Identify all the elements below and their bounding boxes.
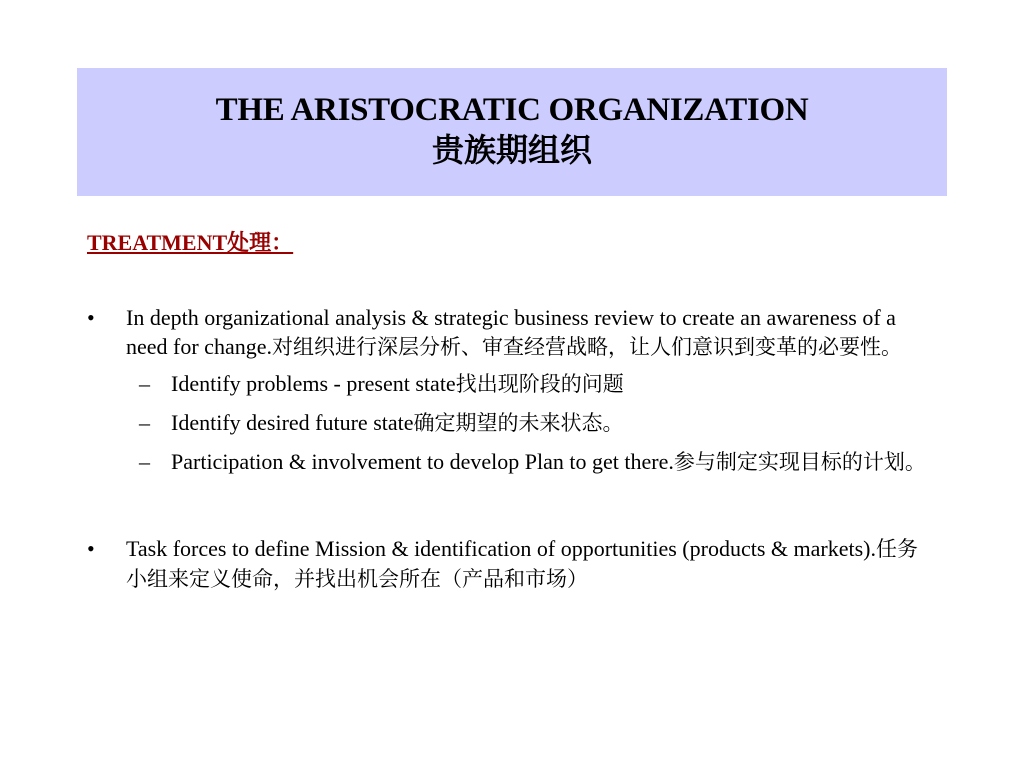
sub-bullet-item (87, 447, 937, 477)
sub-bullet-text-en: Identify problems - present state (171, 371, 456, 396)
sub-bullet-text-en: Participation & involvement to develop Plan to get there. (171, 449, 674, 474)
bullet-text-en: Task forces to define Mission & identification of opportunities (products & markets). (126, 536, 876, 561)
spacer (87, 486, 937, 534)
bullet-marker: • (87, 305, 95, 330)
bullet-text-en: In depth organizational analysis & strategic business review to create an awareness of a need for change. (126, 305, 896, 359)
dash-marker: – (139, 449, 150, 474)
title-english: THE ARISTOCRATIC ORGANIZATION (215, 92, 809, 128)
title-chinese: 贵族期组织 (431, 131, 592, 169)
title-banner (77, 68, 947, 196)
sub-bullet-list (87, 369, 937, 477)
bullet-text-cn: 对组织进行深层分析、审查经营战略，让人们意识到变革的必要性。 (271, 335, 902, 359)
sub-bullet-text-cn: 参与制定实现目标的计划。 (673, 450, 926, 474)
dash-marker: – (139, 410, 150, 435)
bullet-marker: • (87, 536, 95, 561)
sub-bullet-item (87, 369, 937, 399)
bullet-list (87, 303, 937, 594)
bullet-item (87, 534, 937, 594)
sub-bullet-item (87, 408, 937, 438)
treatment-heading: TREATMENT处理： (87, 230, 294, 255)
dash-marker: – (139, 371, 150, 396)
sub-bullet-text-cn: 找出现阶段的问题 (455, 372, 624, 396)
bullet-item (87, 303, 937, 362)
bullet-text-cn: 任务小组来定义使命，并找出机会所在（产品和市场） (126, 537, 918, 591)
sub-bullet-text-cn: 确定期望的未来状态。 (413, 411, 624, 435)
sub-bullet-text-en: Identify desired future state (171, 410, 414, 435)
